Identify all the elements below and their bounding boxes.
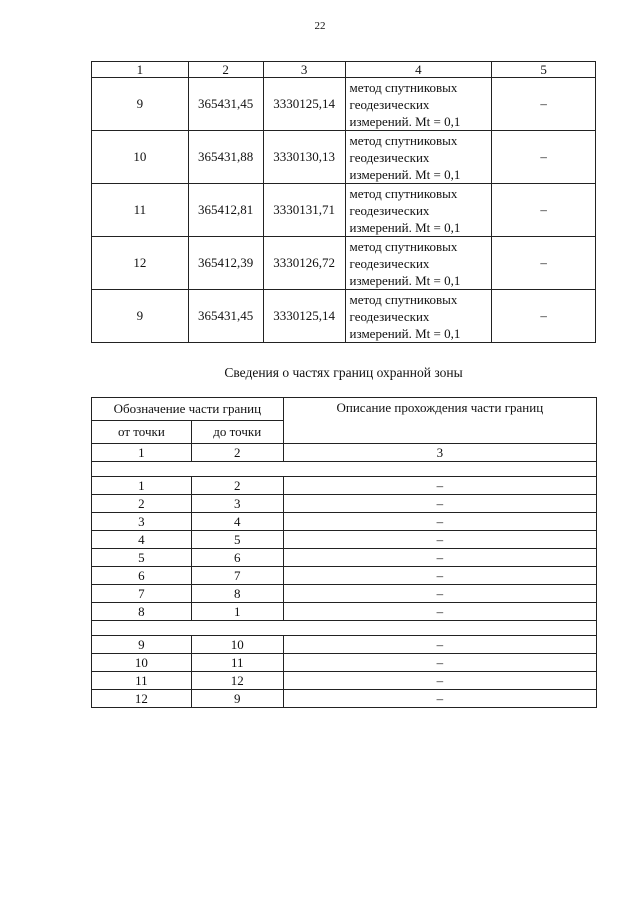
to-point: 9 (191, 690, 283, 708)
method-line: измерений. Mt = 0,1 (349, 113, 461, 129)
col-header-4: 4 (345, 62, 492, 78)
table-row (92, 290, 596, 343)
method-line: геодезических (349, 255, 430, 271)
table-row (92, 690, 597, 708)
coordinate-x: 365431,88 (188, 131, 263, 184)
description-cell: – (283, 495, 596, 513)
description-cell: – (283, 567, 596, 585)
to-point: 2 (191, 477, 283, 495)
method-line: метод спутниковых (349, 291, 458, 307)
table-row (92, 603, 597, 621)
from-point: 3 (92, 513, 192, 531)
col-header-1: 1 (92, 62, 189, 78)
from-point: 2 (92, 495, 192, 513)
description-cell: – (283, 585, 596, 603)
description-cell: – (283, 654, 596, 672)
from-point-header: от точки (92, 421, 192, 444)
method-cell (345, 290, 492, 343)
method-line: геодезических (349, 96, 430, 112)
note-cell: – (492, 131, 596, 184)
col-header-3: 3 (263, 62, 345, 78)
method-cell (345, 237, 492, 290)
method-cell (345, 78, 492, 131)
coordinate-x: 365431,45 (188, 78, 263, 131)
table-row (92, 549, 597, 567)
table-row (92, 477, 597, 495)
description-cell: – (283, 513, 596, 531)
from-point: 8 (92, 603, 192, 621)
method-line: измерений. Mt = 0,1 (349, 325, 461, 341)
from-point: 6 (92, 567, 192, 585)
table-row (92, 131, 596, 184)
table-row (92, 513, 597, 531)
description-cell: – (283, 690, 596, 708)
method-line: метод спутниковых (349, 132, 458, 148)
coordinate-y: 3330126,72 (263, 237, 345, 290)
description-cell: – (283, 531, 596, 549)
point-number: 12 (92, 237, 189, 290)
table-row (92, 184, 596, 237)
point-number: 11 (92, 184, 189, 237)
coordinate-y: 3330125,14 (263, 78, 345, 131)
description-cell: – (283, 672, 596, 690)
description-cell: – (283, 603, 596, 621)
group-separator-cell (92, 621, 597, 636)
to-point: 1 (191, 603, 283, 621)
to-point: 7 (191, 567, 283, 585)
point-number: 9 (92, 290, 189, 343)
table-row (92, 654, 597, 672)
method-cell (345, 131, 492, 184)
table-row (92, 636, 597, 654)
boundary-parts-table (91, 397, 597, 708)
group-separator-row (92, 621, 597, 636)
parts-header-row (92, 398, 597, 421)
from-point: 11 (92, 672, 192, 690)
col-number-3: 3 (283, 444, 596, 462)
table-row (92, 495, 597, 513)
method-line: метод спутниковых (349, 238, 458, 254)
to-point: 11 (191, 654, 283, 672)
description-cell: – (283, 477, 596, 495)
from-point: 9 (92, 636, 192, 654)
coordinate-x: 365412,81 (188, 184, 263, 237)
section-title: Сведения о частях границ охранной зоны (224, 365, 463, 380)
point-number: 10 (92, 131, 189, 184)
from-point: 7 (92, 585, 192, 603)
from-point: 1 (92, 477, 192, 495)
method-line: метод спутниковых (349, 185, 458, 201)
method-line: измерений. Mt = 0,1 (349, 272, 461, 288)
col-header-2: 2 (188, 62, 263, 78)
group-separator-cell (92, 462, 597, 477)
from-point: 4 (92, 531, 192, 549)
from-point: 5 (92, 549, 192, 567)
to-point: 6 (191, 549, 283, 567)
table-row (92, 531, 597, 549)
note-cell: – (492, 184, 596, 237)
from-point: 12 (92, 690, 192, 708)
to-point-header: до точки (191, 421, 283, 444)
col-number-1: 1 (92, 444, 192, 462)
method-line: измерений. Mt = 0,1 (349, 219, 461, 235)
from-point: 10 (92, 654, 192, 672)
note-cell: – (492, 78, 596, 131)
to-point: 10 (191, 636, 283, 654)
coordinate-x: 365431,45 (188, 290, 263, 343)
to-point: 4 (191, 513, 283, 531)
table-row (92, 585, 597, 603)
note-cell: – (492, 290, 596, 343)
method-line: геодезических (349, 149, 430, 165)
coordinates-table (91, 61, 596, 343)
description-cell: – (283, 549, 596, 567)
group-separator-row (92, 462, 597, 477)
to-point: 8 (191, 585, 283, 603)
to-point: 5 (191, 531, 283, 549)
table-row (92, 237, 596, 290)
method-line: метод спутниковых (349, 79, 458, 95)
coordinates-header-row (92, 62, 596, 78)
coordinate-x: 365412,39 (188, 237, 263, 290)
col-header-5: 5 (492, 62, 596, 78)
note-cell: – (492, 237, 596, 290)
method-line: геодезических (349, 202, 430, 218)
col-number-2: 2 (191, 444, 283, 462)
point-number: 9 (92, 78, 189, 131)
description-header: Описание прохождения части границ (283, 398, 596, 444)
method-line: геодезических (349, 308, 430, 324)
table-row (92, 78, 596, 131)
description-cell: – (283, 636, 596, 654)
page-number: 22 (314, 20, 326, 32)
table-row (92, 567, 597, 585)
table-row (92, 672, 597, 690)
coordinate-y: 3330125,14 (263, 290, 345, 343)
to-point: 12 (191, 672, 283, 690)
coordinate-y: 3330131,71 (263, 184, 345, 237)
coordinate-y: 3330130,13 (263, 131, 345, 184)
designation-header: Обозначение части границ (92, 398, 284, 421)
parts-column-numbers-row (92, 444, 597, 462)
to-point: 3 (191, 495, 283, 513)
method-line: измерений. Mt = 0,1 (349, 166, 461, 182)
method-cell (345, 184, 492, 237)
